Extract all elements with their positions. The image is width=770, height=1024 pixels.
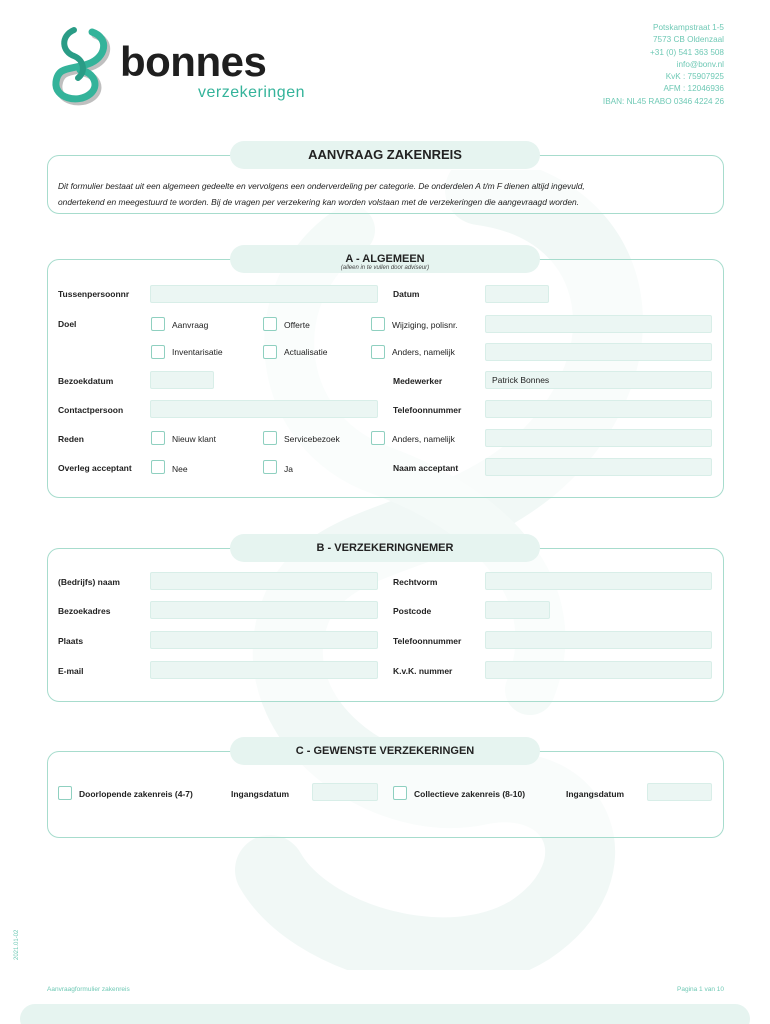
collectieve-zakenreis-checkbox[interactable] (393, 786, 407, 800)
naam-acceptant-field[interactable] (485, 458, 712, 476)
intro-line: Dit formulier bestaat uit een algemeen gedeelte en vervolgens een onderverdeling per categorie. De onderdelen A t/m F dienen altijd ingevuld, (58, 181, 585, 191)
wijziging-label: Wijziging, polisnr. (392, 320, 458, 330)
form-title-pill (230, 141, 540, 169)
form-title: AANVRAAG ZAKENREIS (308, 147, 462, 162)
nee-label: Nee (172, 464, 188, 474)
label-bedrijfsnaam: (Bedrijfs) naam (58, 577, 120, 587)
telefoonnummer-a-field[interactable] (485, 400, 712, 418)
section-b-pill (230, 534, 540, 562)
label-bezoekadres: Bezoekadres (58, 606, 111, 616)
logo-wordmark: bonnes (120, 38, 267, 85)
label-ingangsdatum-1: Ingangsdatum (231, 789, 290, 799)
anders-reden-checkbox[interactable] (371, 431, 385, 445)
anders-reden-field[interactable] (485, 429, 712, 447)
ingangsdatum-2-field[interactable] (647, 783, 712, 801)
collectieve-zakenreis-label: Collectieve zakenreis (8-10) (414, 789, 526, 799)
address-line: IBAN: NL45 RABO 0346 4224 26 (602, 96, 724, 106)
inventarisatie-label: Inventarisatie (172, 347, 223, 357)
address-line: AFM : 12046936 (663, 84, 724, 94)
offerte-checkbox[interactable] (263, 317, 277, 331)
ja-checkbox[interactable] (263, 460, 277, 474)
label-contactpersoon: Contactpersoon (58, 405, 124, 415)
company-logo (44, 26, 334, 106)
label-rechtvorm: Rechtvorm (393, 577, 438, 587)
section-a-title: A - ALGEMEEN (345, 253, 425, 265)
telefoonnummer-b-field[interactable] (485, 631, 712, 649)
rechtvorm-field[interactable] (485, 572, 712, 590)
section-c-title: C - GEWENSTE VERZEKERINGEN (295, 745, 475, 757)
logo-subtitle: verzekeringen (198, 84, 305, 101)
section-b-title: B - VERZEKERINGNEMER (316, 542, 454, 554)
section-c-pill (230, 737, 540, 765)
section-a-pill (230, 245, 540, 273)
doorlopende-zakenreis-checkbox[interactable] (58, 786, 72, 800)
doorlopende-zakenreis-label: Doorlopende zakenreis (4-7) (79, 789, 193, 799)
contactpersoon-field[interactable] (150, 400, 378, 418)
label-telefoonnummer-a: Telefoonnummer (393, 405, 462, 415)
address-line: info@bonv.nl (676, 59, 724, 69)
label-kvk-nummer: K.v.K. nummer (393, 666, 453, 676)
polisnr-field[interactable] (485, 315, 712, 333)
bezoekdatum-field[interactable] (150, 371, 214, 389)
intro-line: ondertekend en meegestuurd te worden. Bij de vragen per verzekering kan worden volstaan met de verzekeringen die aangevraagd worden. (58, 197, 579, 207)
label-bezoekdatum: Bezoekdatum (58, 376, 114, 386)
email-field[interactable] (150, 661, 378, 679)
address-line: +31 (0) 541 363 508 (650, 47, 724, 57)
aanvraag-label: Aanvraag (172, 320, 209, 330)
bottom-decor-band (20, 1004, 750, 1024)
footer-page-number: Pagina 1 van 10 (677, 986, 724, 993)
label-naam-acceptant: Naam acceptant (393, 463, 459, 473)
label-postcode: Postcode (393, 606, 432, 616)
servicebezoek-checkbox[interactable] (263, 431, 277, 445)
label-tussenpersoonnr: Tussenpersoonnr (58, 289, 130, 299)
label-doel: Doel (58, 319, 77, 329)
address-line: KvK : 75907925 (665, 72, 724, 82)
ingangsdatum-1-field[interactable] (312, 783, 378, 801)
bezoekadres-field[interactable] (150, 601, 378, 619)
address-line: Potskampstraat 1-5 (653, 23, 724, 32)
plaats-field[interactable] (150, 631, 378, 649)
inventarisatie-checkbox[interactable] (151, 345, 165, 359)
document-code: 2021.01-02 (14, 929, 20, 960)
label-ingangsdatum-2: Ingangsdatum (566, 789, 625, 799)
company-address (603, 22, 724, 108)
servicebezoek-label: Servicebezoek (284, 434, 340, 444)
label-email: E-mail (58, 666, 84, 676)
intro-text (58, 178, 708, 210)
label-telefoonnummer-b: Telefoonnummer (393, 636, 462, 646)
actualisatie-label: Actualisatie (284, 347, 328, 357)
nee-checkbox[interactable] (151, 460, 165, 474)
datum-field[interactable] (485, 285, 549, 303)
actualisatie-checkbox[interactable] (263, 345, 277, 359)
label-datum: Datum (393, 289, 420, 299)
nieuw-klant-checkbox[interactable] (151, 431, 165, 445)
ja-label: Ja (284, 464, 293, 474)
medewerker-field[interactable]: Patrick Bonnes (485, 371, 712, 389)
bedrijfsnaam-field[interactable] (150, 572, 378, 590)
footer-document-name: Aanvraagformulier zakenreis (47, 986, 130, 993)
label-medewerker: Medewerker (393, 376, 443, 386)
offerte-label: Offerte (284, 320, 310, 330)
anders-doel-checkbox[interactable] (371, 345, 385, 359)
label-plaats: Plaats (58, 636, 84, 646)
tussenpersoonnr-field[interactable] (150, 285, 378, 303)
label-overleg-acceptant: Overleg acceptant (58, 463, 132, 473)
anders-reden-label: Anders, namelijk (392, 434, 455, 444)
aanvraag-checkbox[interactable] (151, 317, 165, 331)
wijziging-checkbox[interactable] (371, 317, 385, 331)
anders-doel-field[interactable] (485, 343, 712, 361)
label-reden: Reden (58, 434, 84, 444)
section-a-note: (alleen in te vullen door adviseur) (340, 265, 430, 271)
nieuw-klant-label: Nieuw klant (172, 434, 216, 444)
kvk-nummer-field[interactable] (485, 661, 712, 679)
anders-doel-label: Anders, namelijk (392, 347, 455, 357)
address-line: 7573 CB Oldenzaal (652, 35, 724, 45)
postcode-field[interactable] (485, 601, 550, 619)
bonnes-logo-icon (44, 26, 114, 106)
